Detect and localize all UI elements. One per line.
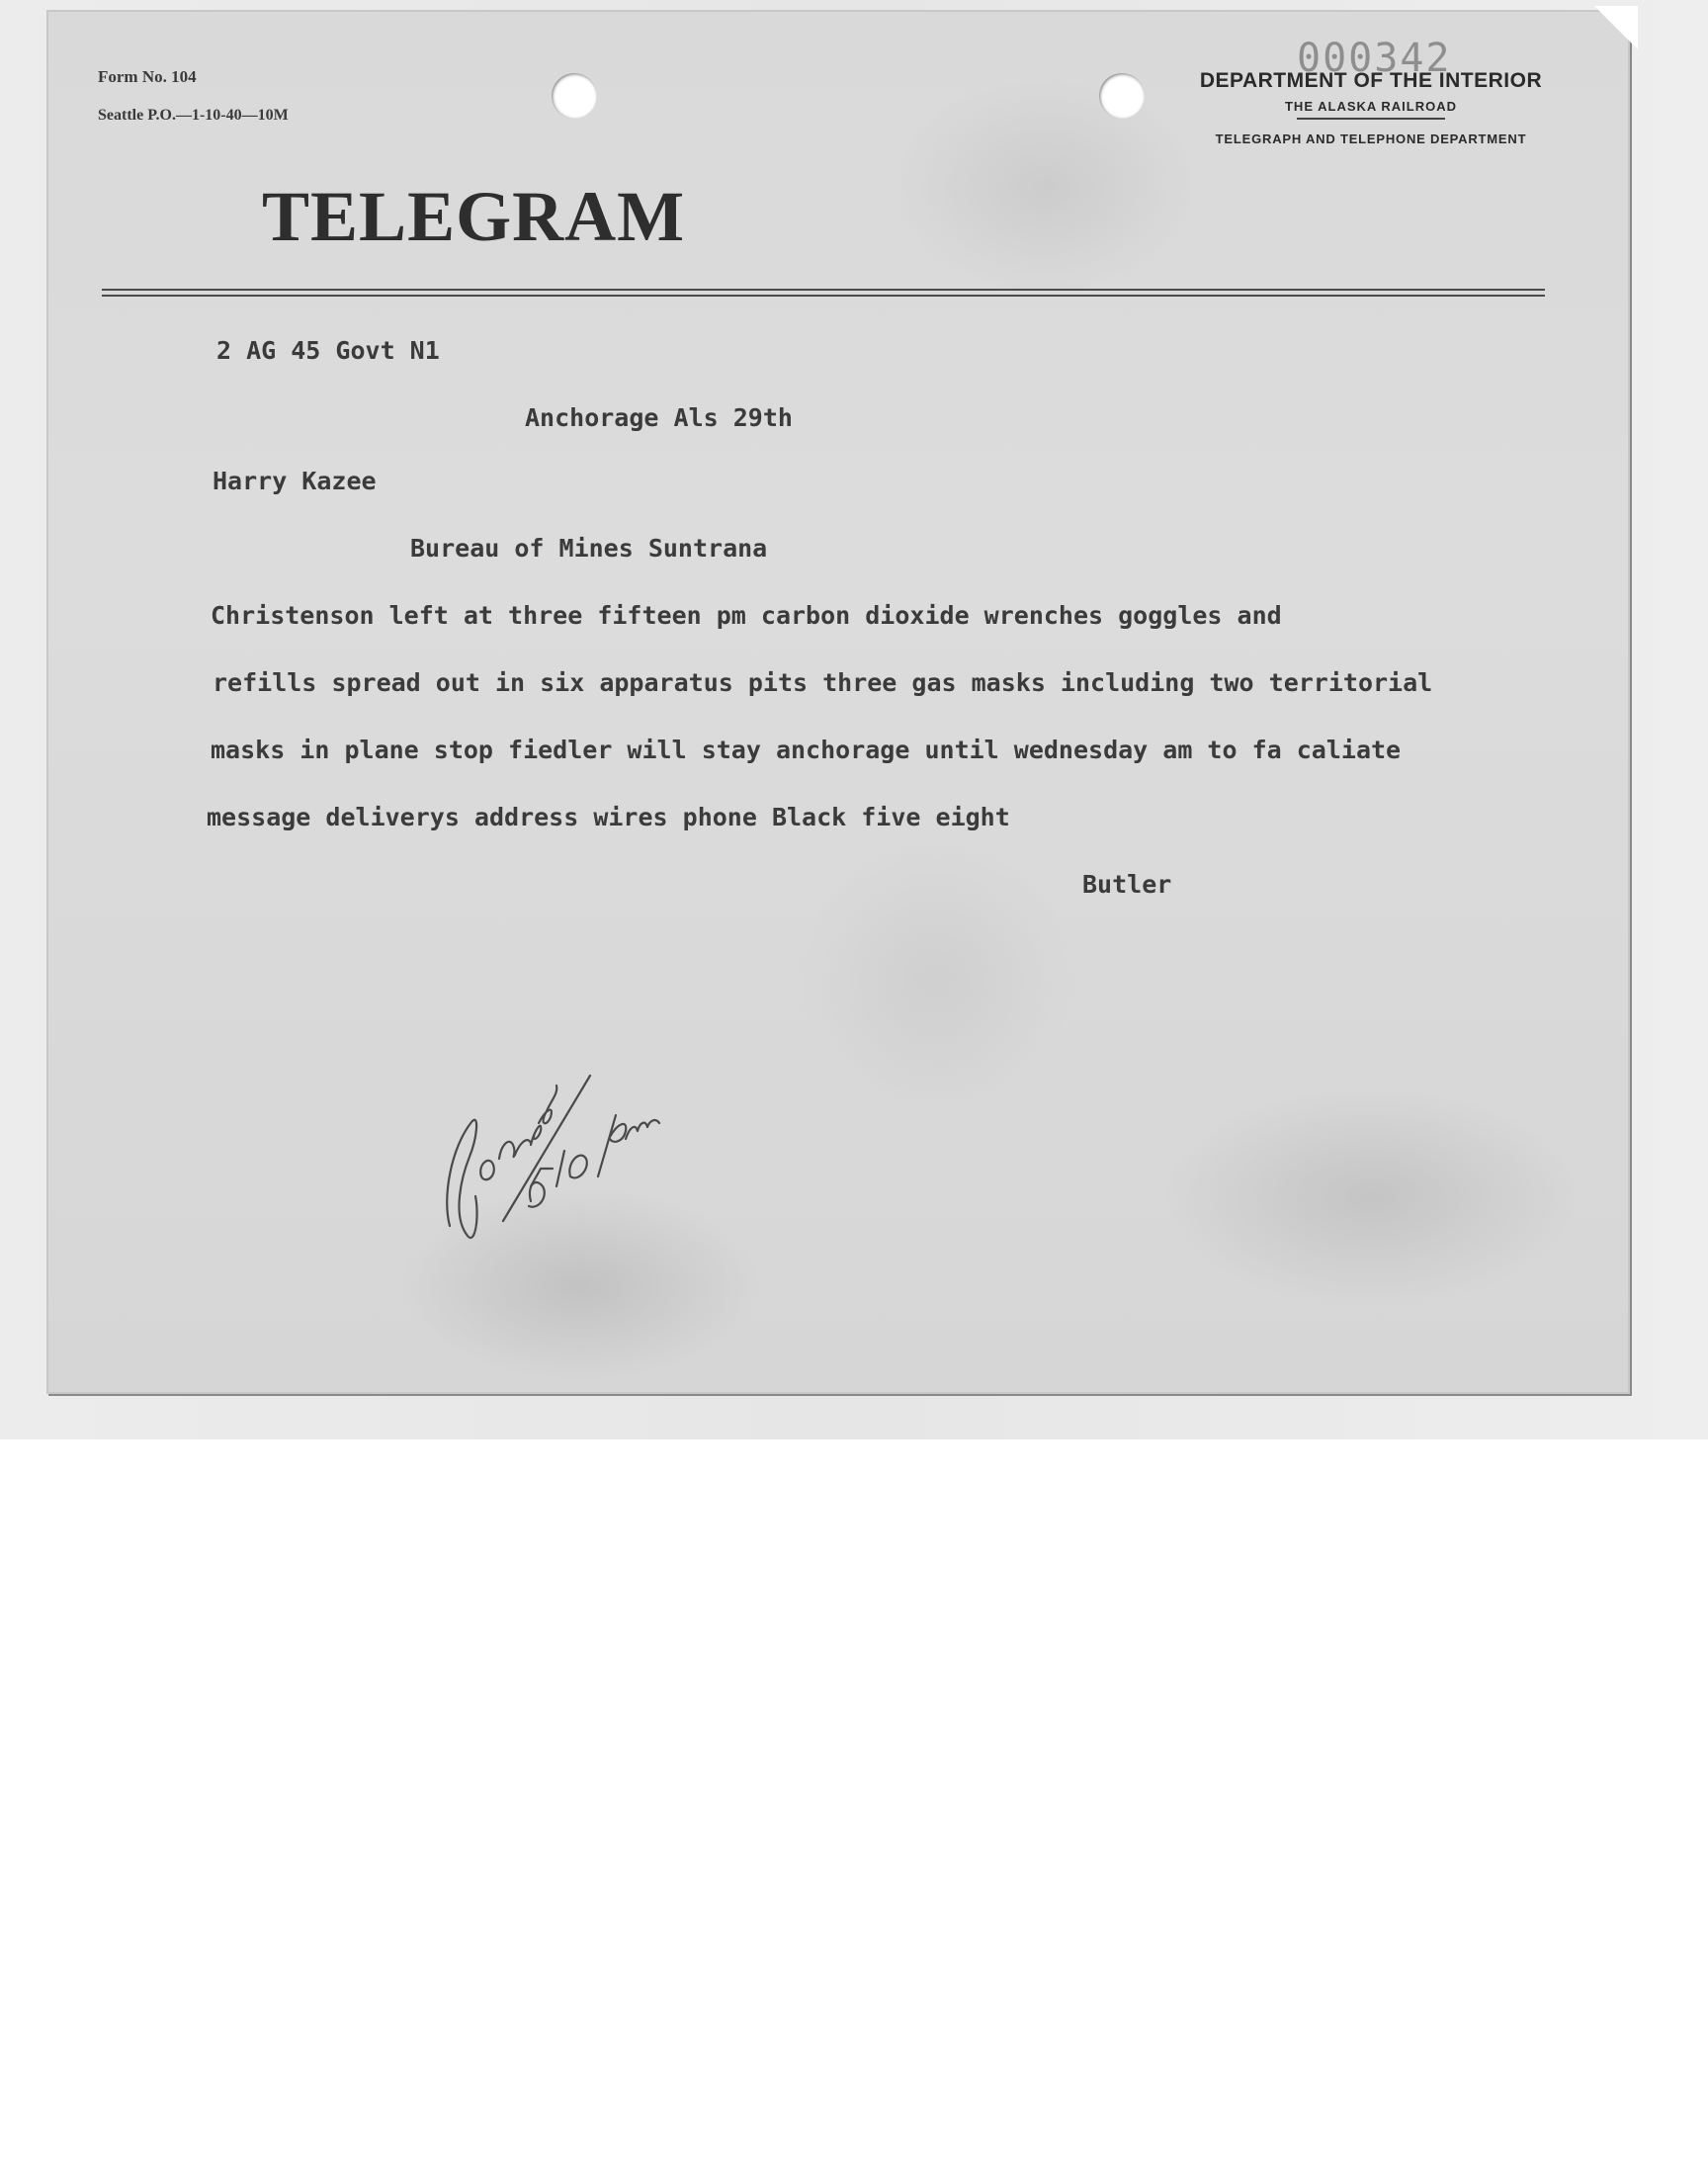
origin-line: Anchorage Als 29th <box>525 403 793 432</box>
signature: Butler <box>1082 870 1172 899</box>
archive-stamp-number: 000342 <box>1297 36 1452 81</box>
recipient-address: Bureau of Mines Suntrana <box>410 534 768 563</box>
railroad-name: THE ALASKA RAILROAD <box>1284 99 1458 114</box>
service-line: 2 AG 45 Govt N1 <box>216 336 440 365</box>
header-underline <box>1297 118 1445 120</box>
recipient-name: Harry Kazee <box>213 467 377 495</box>
header-rule-top <box>102 289 1545 291</box>
telegram-heading: TELEGRAM <box>262 177 686 256</box>
punch-hole-left <box>552 73 597 119</box>
telegram-sheet <box>46 10 1630 1394</box>
message-line: message deliverys address wires phone Black five eight <box>207 803 1010 831</box>
torn-corner <box>1594 6 1638 49</box>
department-title: DEPARTMENT OF THE INTERIOR <box>1199 69 1543 92</box>
message-line: Christenson left at three fifteen pm carbon dioxide wrenches goggles and <box>211 601 1282 630</box>
message-line: masks in plane stop fiedler will stay anchorage until wednesday am to fa caliate <box>211 736 1402 764</box>
message-line: refills spread out in six apparatus pits three gas masks including two territorial <box>213 668 1433 697</box>
department-header <box>1134 69 1608 146</box>
print-line: Seattle P.O.—1-10-40—10M <box>98 107 289 124</box>
handwritten-notation <box>432 1028 689 1246</box>
header-rule-bottom <box>102 295 1545 297</box>
form-number: Form No. 104 <box>98 67 197 86</box>
department-subtitle: TELEGRAPH AND TELEPHONE DEPARTMENT <box>1215 131 1527 146</box>
